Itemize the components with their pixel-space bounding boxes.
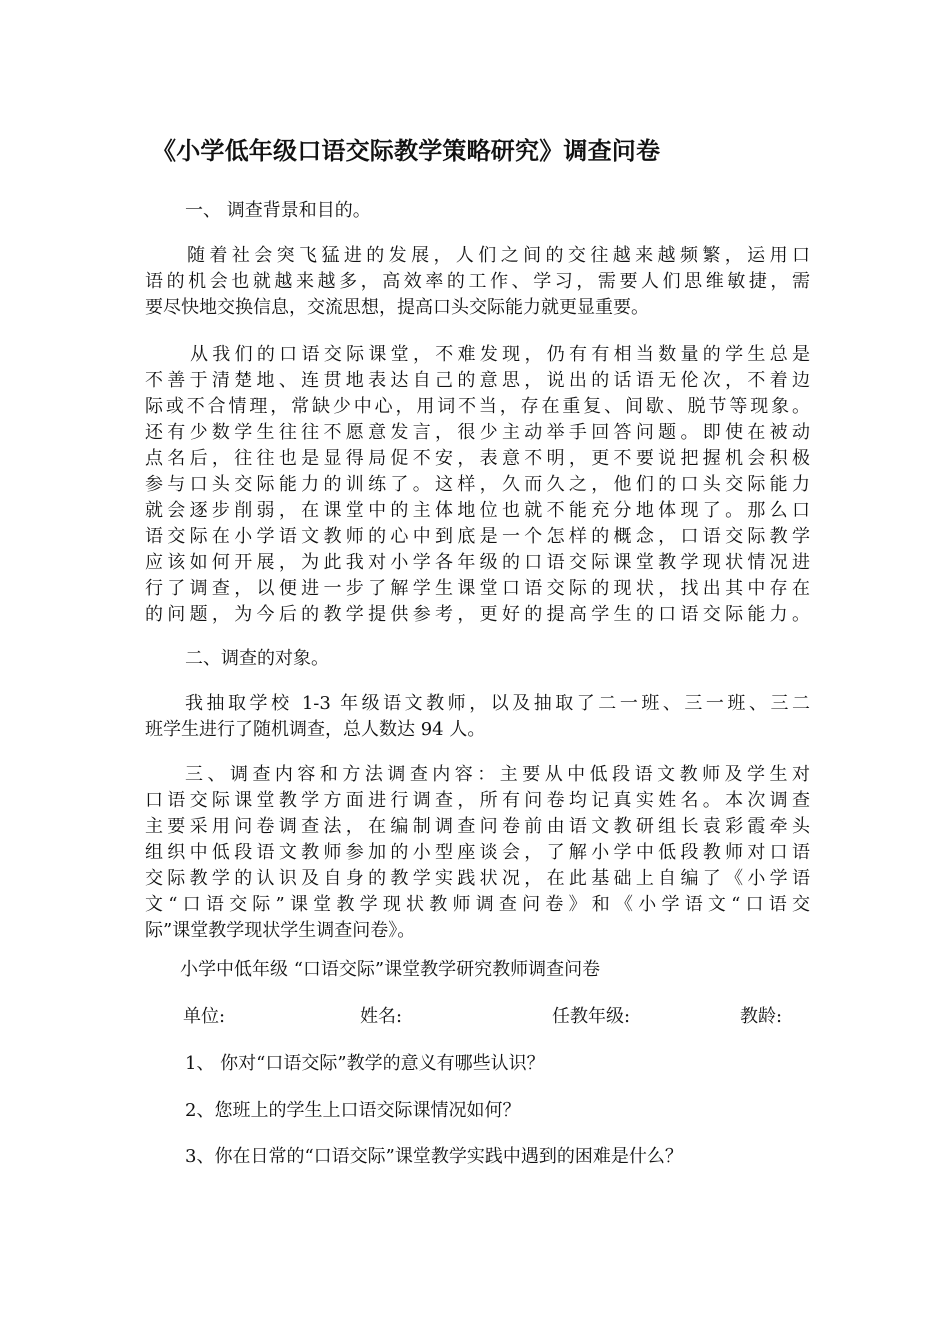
paragraph-2-line-10: 行了调查，以便进一步了解学生课堂口语交际的现状，找出其中存在 [145,578,810,599]
paragraph-1-line-1: 随着社会突飞猛进的发展，人们之间的交往越来越频繁，运用口 [187,245,810,266]
document-title: 《小学低年级口语交际教学策略研究》调查问卷 [152,137,661,165]
paragraph-2-line-5: 点名后，往往也是显得局促不安，表意不明，更不要说把握机会积极 [145,448,810,469]
paragraph-4-line-1: 三、调查内容和方法调查内容：主要从中低段语文教师及学生对 [185,764,810,785]
paragraph-4-line-6: 文“口语交际”课堂教学现状教师调查问卷》和《小学语文“口语交 [145,894,810,915]
grade-label: 任教年级: [552,1006,631,1027]
paragraph-2-line-8: 语交际在小学语文教师的心中到底是一个怎样的概念，口语交际教学 [145,526,810,547]
paragraph-2-line-2: 不善于清楚地、连贯地表达自己的意思，说出的话语无伦次，不着边 [145,370,810,391]
question-2: 2、您班上的学生上口语交际课情况如何？ [185,1100,521,1121]
paragraph-4-line-2: 口语交际课堂教学方面进行调查，所有问卷均记真实姓名。本次调查 [145,790,810,811]
paragraph-2-line-11: 的问题，为今后的教学提供参考，更好的提高学生的口语交际能力。 [145,604,810,625]
section-2-heading: 二、调查的对象。 [185,648,329,669]
paragraph-3-line-1: 我抽取学校 1-3 年级语文教师，以及抽取了二一班、三一班、三二 [185,693,810,714]
paragraph-2-line-1: 从我们的口语交际课堂，不难发现，仍有有相当数量的学生总是 [190,344,810,365]
paragraph-4-line-4: 组织中低段语文教师参加的小型座谈会，了解小学中低段教师对口语 [145,842,810,863]
paragraph-1-line-2: 语的机会也就越来越多，高效率的工作、学习，需要人们思维敏捷，需 [145,271,810,292]
paragraph-2-line-7: 就会逐步削弱，在课堂中的主体地位也就不能充分地体现了。那么口 [145,500,810,521]
paragraph-2-line-6: 参与口头交际能力的训练了。这样，久而久之，他们的口头交际能力 [145,474,810,495]
teacher-survey-title: 小学中低年级 “口语交际”课堂教学研究教师调查问卷 [180,959,601,980]
paragraph-3-line-2: 班学生进行了随机调查，总人数达 94 人。 [145,719,486,740]
name-label: 姓名: [360,1006,403,1027]
paragraph-4-line-7: 际”课堂教学现状学生调查问卷》。 [145,920,416,941]
paragraph-4-line-3: 主要采用问卷调查法，在编制调查问卷前由语文教研组长袁彩霞牵头 [145,816,810,837]
paragraph-2-line-9: 应该如何开展，为此我对小学各年级的口语交际课堂教学现状情况进 [145,552,810,573]
paragraph-2-line-3: 际或不合情理，常缺少中心，用词不当，存在重复、间歇、脱节等现象。 [145,396,810,417]
question-3: 3、你在日常的“口语交际”课堂教学实践中遇到的困难是什么？ [185,1146,683,1167]
paragraph-1-line-3: 要尽快地交换信息，交流思想，提高口头交际能力就更显重要。 [145,297,649,318]
unit-label: 单位: [183,1006,226,1027]
section-1-heading: 一、 调查背景和目的。 [185,200,371,221]
paragraph-4-line-5: 交际教学的认识及自身的教学实践状况，在此基础上自编了《小学语 [145,868,810,889]
paragraph-2-line-4: 还有少数学生往往不愿意发言，很少主动举手回答问题。即使在被动 [145,422,810,443]
question-1: 1、 你对“口语交际”教学的意义有哪些认识？ [185,1053,545,1074]
teaching-years-label: 教龄: [740,1006,783,1027]
